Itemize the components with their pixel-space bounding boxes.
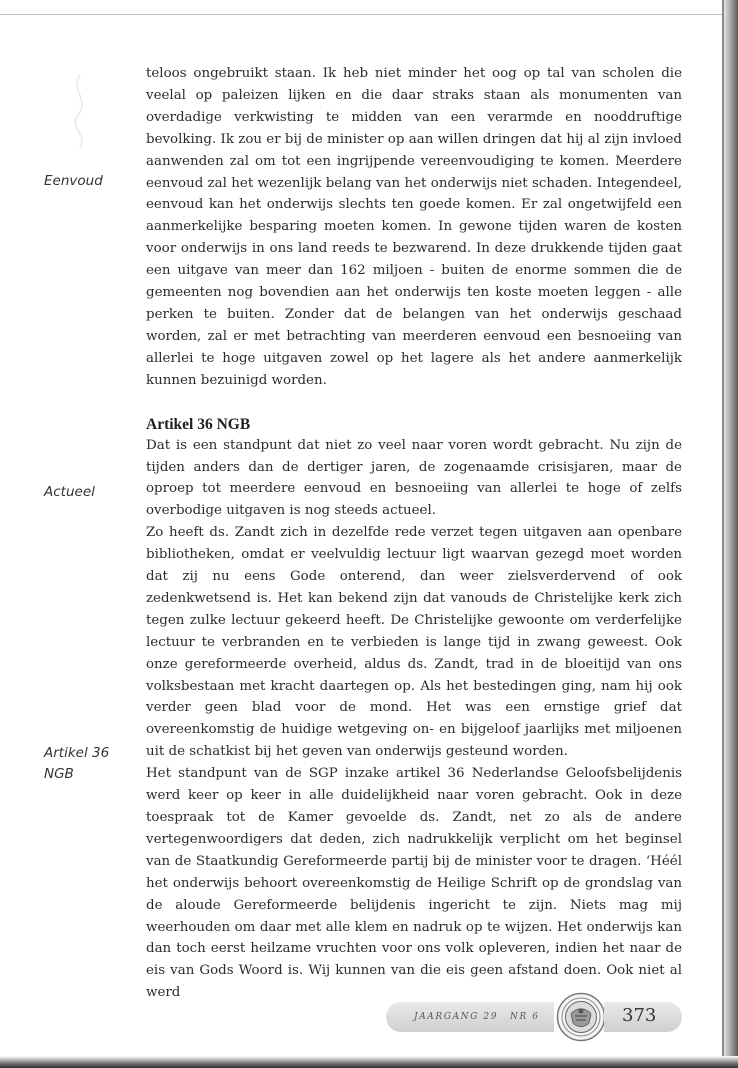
page-bottom-edge bbox=[0, 1056, 738, 1068]
page-edge-shadow bbox=[724, 0, 738, 1068]
top-rule bbox=[0, 14, 722, 15]
paragraph-1: teloos ongebruikt staan. Ik heb niet minder het oog op tal van scholen die veelal op paleizen lijken en die daar straks staan als monumenten van overdadige verkwisting te midden van een verarmde en nooddruftige bevolking. Ik zou er bij de minister op aan willen dringen dat hij al zijn invloed aanwenden zal om tot een ingrijpende vereenvoudiging te komen. Meerdere eenvoud zal het wezenlijk belang van het onderwijs niet schaden. Integendeel, eenvoud kan het onderwijs slechts ten goede komen. Er zal ongetwijfeld een aanmerkelijke besparing moeten komen. In gewone tijden waren de kosten voor onderwijs in ons land reeds te bezwarend. In deze drukkende tijden gaat een uitgave van meer dan 162 miljoen - buiten de enorme sommen die de gemeenten nog bovendien aan het onderwijs ten koste moeten leggen - alle perken te buiten. Zonder dat de belangen van het onderwijs geschaad worden, zal er met betrachting van meerderen eenvoud een besnoeiing van allerlei te hoge uitgaven zowel op het lagere als het andere aanmerkelijk kunnen bezuinigd worden. bbox=[146, 66, 682, 388]
faint-bleedthrough-mark bbox=[60, 70, 100, 150]
footer-issue-number: NR 6 bbox=[510, 1012, 540, 1022]
article-body bbox=[146, 63, 682, 1004]
paragraph-4: Het standpunt van de SGP inzake artikel 36 Nederlandse Geloofsbelijdenis werd keer op keer in alle duidelijkheid naar voren gebracht. Ook in deze toespraak tot de Kamer gevoelde ds. Zandt, net zo als de andere vertegenwoordigers dat deden, zich nadrukkelijk verplicht om het beginsel van de Staatkundig Gereformeerde partij bij de minister voor te dragen. ‘Héél het onderwijs behoort overeenkomstig de Heilige Schrift op de grondslag van de aloude Gereformeerde belijdenis ingericht te zijn. Niets mag mij weerhouden om daar met alle klem en nadruk op te wijzen. Het onderwijs kan dan toch eerst heilzame vruchten voor ons volk opleveren, indien het naar de eis van Gods Woord is. Wij kunnen van die eis geen afstand doen. Ook niet al werd bbox=[146, 766, 682, 1001]
margin-note-artikel bbox=[44, 743, 136, 785]
page-number: 373 bbox=[622, 1005, 657, 1026]
section-heading: Artikel 36 NGB bbox=[146, 415, 251, 433]
section-gap bbox=[146, 392, 682, 414]
footer-jaargang: JAARGANG 29 bbox=[414, 1012, 499, 1022]
footer-issue-bar bbox=[386, 1002, 554, 1032]
paragraph-3: Zo heeft ds. Zandt zich in dezelfde rede verzet tegen uitgaven aan openbare bibliotheken, omdat er veelvuldig lectuur ligt waarvan gezegd moet worden dat zij nu eens Gode onterend, dan weer zielsverdervend of ook zedenkwetsend is. Het kan bekend zijn dat vanouds de Christelijke kerk zich tegen zulke lectuur gekeerd heeft. De Christelijke gewoonte om verderfelijke lectuur te verbranden en te verbieden is lange tijd in zwang geweest. Ook onze gereformeerde overheid, aldus ds. Zandt, trad in de bloeitijd van ons volksbestaan met kracht daartegen op. Als het bestedingen ging, nam hij ook verder geen blad voor de mond. Het was een ernstige grief dat overeenkomstig de huidige wetgeving on- en bijgeloof jaarlijks met miljoenen uit de schatkist bij het geven van onderwijs gesteund worden. bbox=[146, 525, 682, 760]
margin-note-artikel-line2: NGB bbox=[44, 766, 74, 782]
paragraph-2: Dat is een standpunt dat niet zo veel naar voren wordt gebracht. Nu zijn de tijden anders dan de dertiger jaren, de zogenaamde crisisjaren, maar de oproep tot meerdere eenvoud en besnoeiing van allerlei te hoge of zelfs overbodige uitgaven is nog steeds actueel. bbox=[146, 437, 682, 519]
margin-note-eenvoud: Eenvoud bbox=[44, 173, 103, 189]
seal-emblem-icon bbox=[556, 992, 606, 1042]
margin-note-artikel-line1: Artikel 36 bbox=[44, 745, 110, 761]
margin-note-actueel: Actueel bbox=[44, 484, 95, 500]
